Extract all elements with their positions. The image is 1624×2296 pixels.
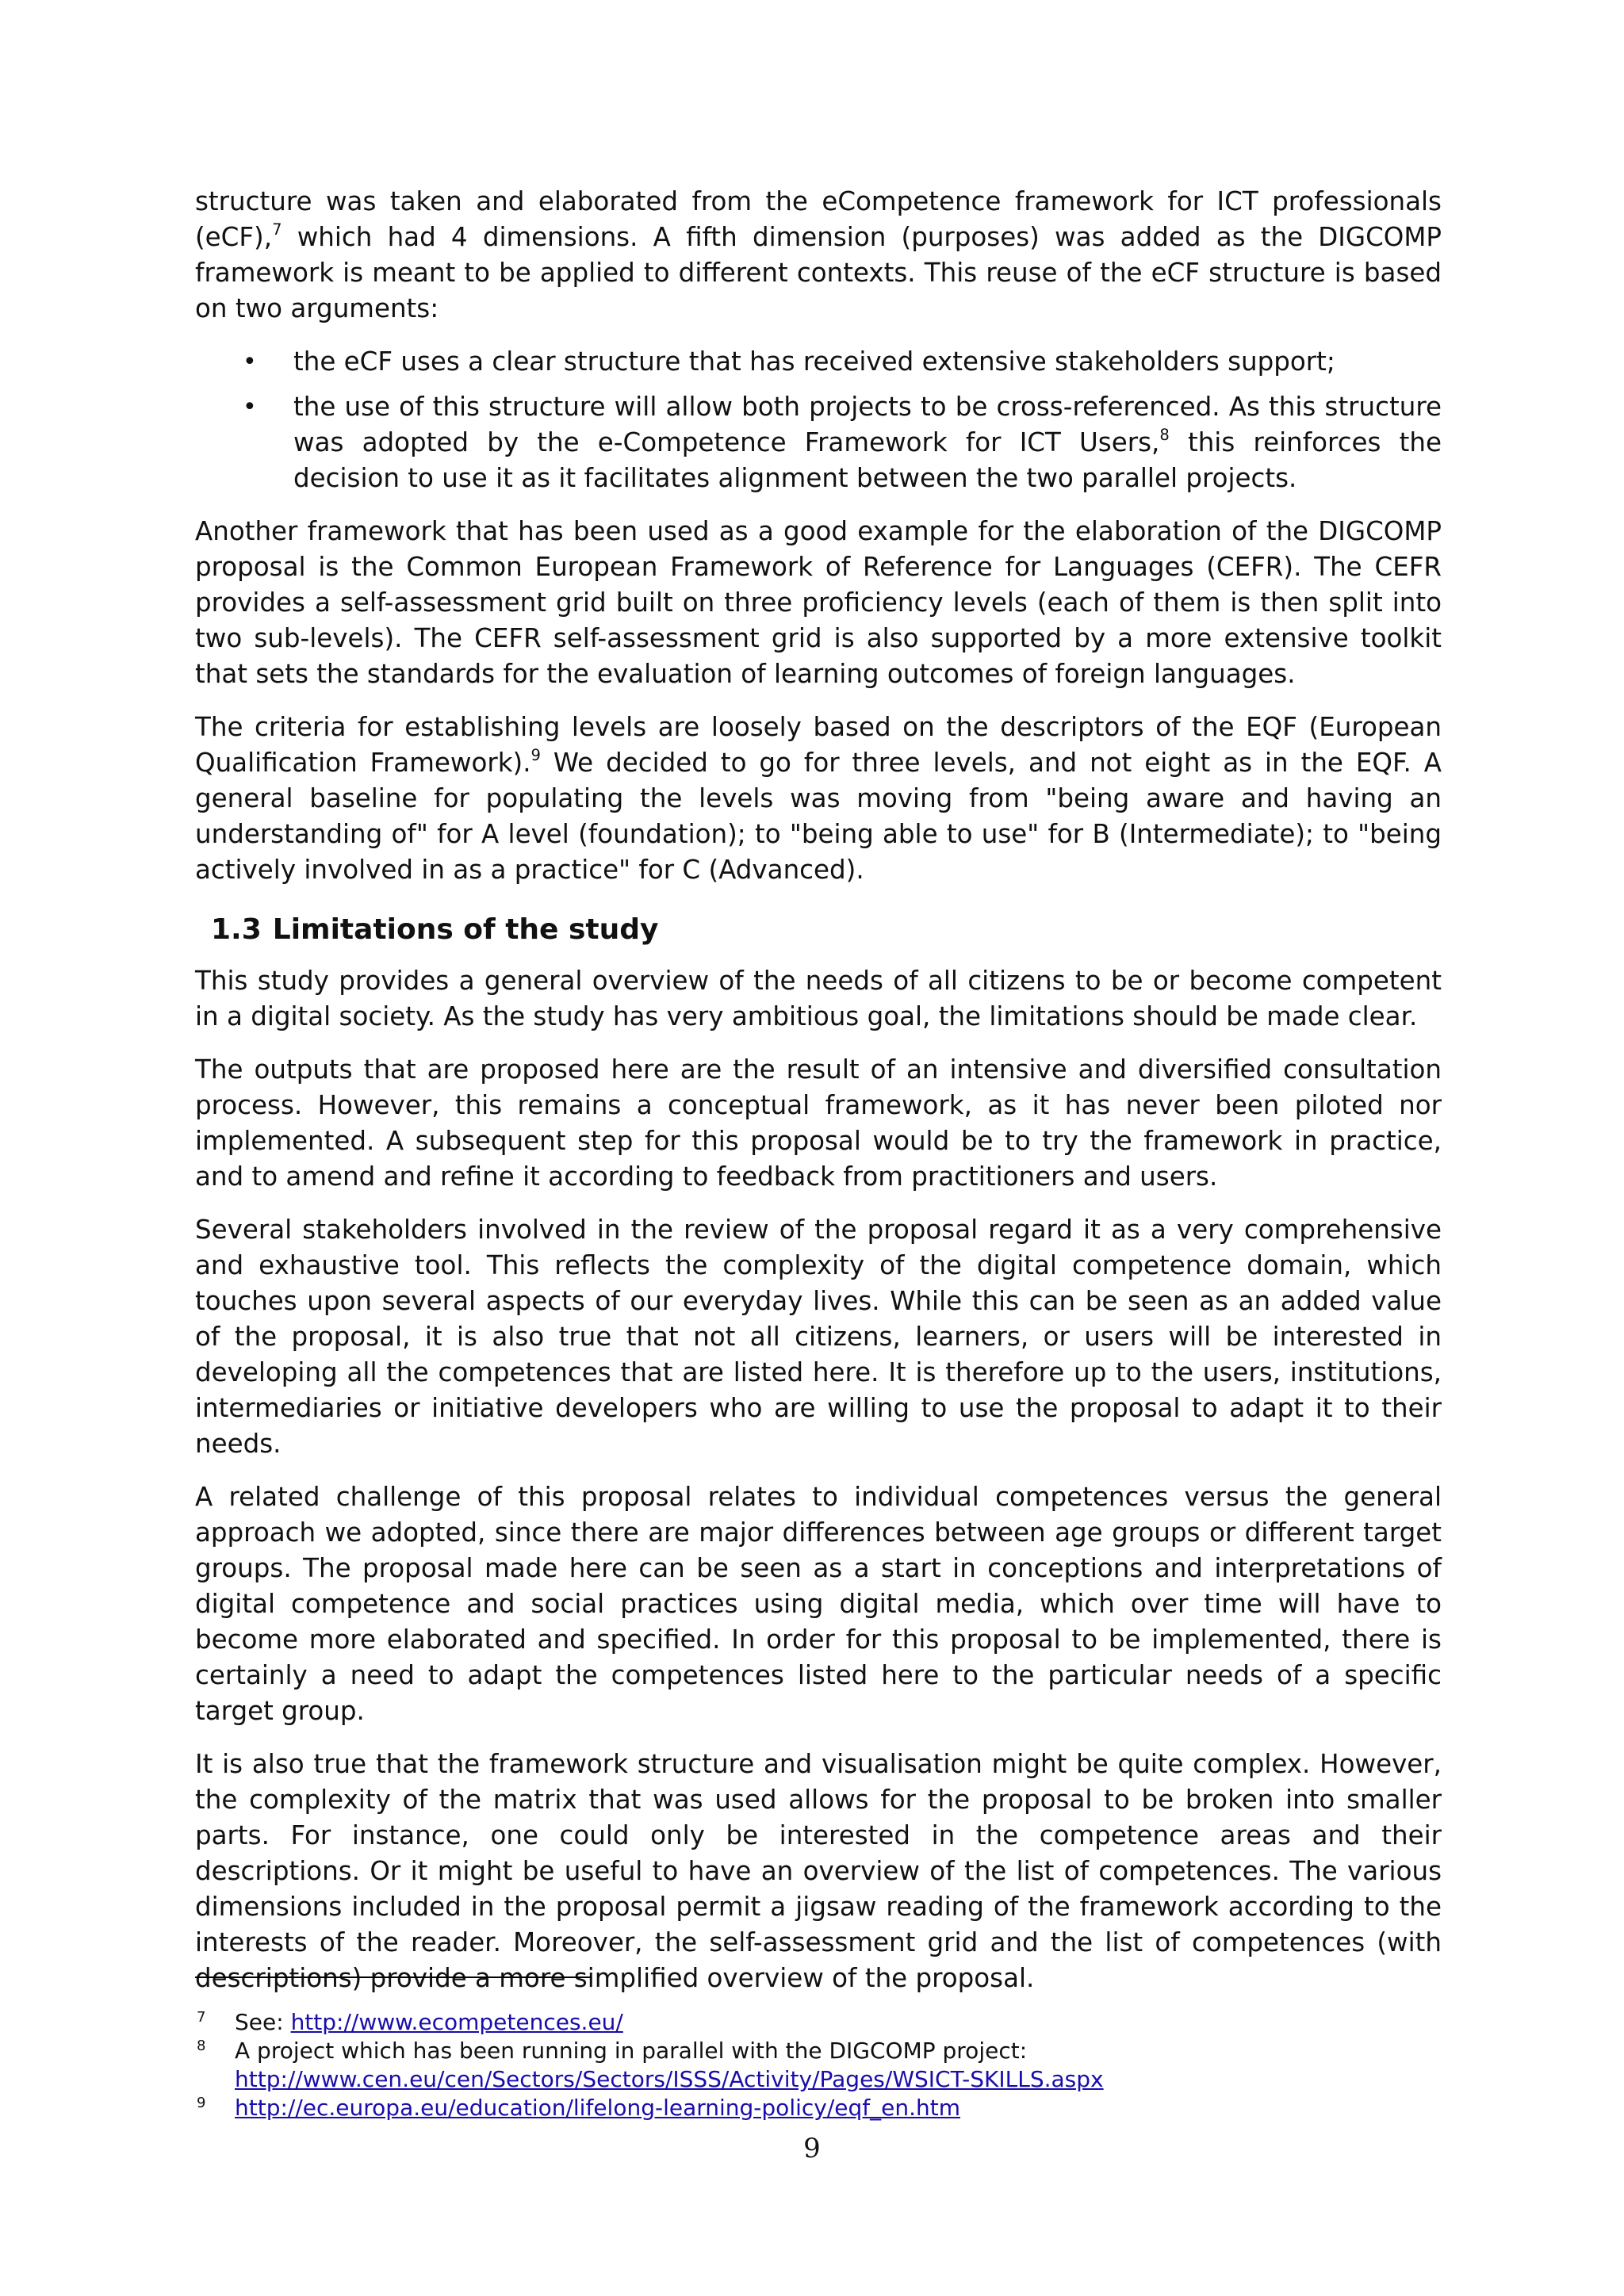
paragraph-stakeholders: Several stakeholders involved in the review of the proposal regard it as a very comprehensive and exhaustive tool. This reflects the complexity of the digital competence domain, which touches upon several aspects of our everyday lives. While this can be seen as an added value of the proposal, it is also true that not all citizens, learners, or users will be interested in developing all the competences that are listed here. It is therefore up to the users, institutions, intermediaries or initiative developers who are willing to use the proposal to adapt it to their needs. xyxy=(195,1215,1442,1459)
list-item xyxy=(243,344,1442,380)
footnote-divider xyxy=(195,1976,592,1978)
bullet-list xyxy=(195,344,1442,496)
paragraph-text: structure was taken and elaborated from the eCompetence framework for ICT professionals (eCF), xyxy=(195,186,1442,252)
paragraph-text: The criteria for establishing levels are loosely based on the descriptors of the EQF (European Qualification Framework). xyxy=(195,712,1442,778)
page-body xyxy=(195,184,1442,2014)
bullet-icon: • xyxy=(243,348,257,376)
footnote-text: A project which has been running in parallel with the DIGCOMP project: xyxy=(235,2038,1028,2064)
footnote-8 xyxy=(195,2037,1442,2094)
paragraph-eqf-levels xyxy=(195,710,1442,888)
paragraph-complexity: It is also true that the framework structure and visualisation might be quite complex. However, the complexity of the matrix that was used allows for the proposal to be broken into smaller parts. For instance, one could only be interested in the competence areas and their descriptions. Or it might be useful to have an overview of the list of competences. The various dimensions included in the proposal permit a jigsaw reading of the framework according to the interests of the reader. Moreover, the self-assessment grid and the list of competences (with descriptions) provide a more simplified overview of the proposal. xyxy=(195,1749,1442,1993)
paragraph-outputs: The outputs that are proposed here are the result of an intensive and diversified consultation process. However, this remains a conceptual framework, as it has never been piloted nor implemented. A subsequent step for this proposal would be to try the framework in practice, and to amend and refine it according to feedback from practitioners and users. xyxy=(195,1054,1442,1192)
footnote-link[interactable]: http://www.cen.eu/cen/Sectors/Sectors/ISSS/Activity/Pages/WSICT-SKILLS.aspx xyxy=(235,2066,1104,2092)
footnotes xyxy=(195,2008,1442,2122)
paragraph-challenge: A related challenge of this proposal relates to individual competences versus the general approach we adopted, since there are major differences between age groups or different target groups. The proposal made here can be seen as a start in conceptions and interpretations of digital competence and social practices using digital media, which over time will have to become more elaborated and specified. In order for this proposal to be implemented, there is certainly a need to adapt the competences listed here to the particular needs of a specific target group. xyxy=(195,1482,1442,1726)
list-item-text: this reinforces the decision to use it as it facilitates alignment between the two parallel projects. xyxy=(293,427,1442,493)
footnote-ref-8[interactable]: 8 xyxy=(1159,426,1170,445)
paragraph-text: which had 4 dimensions. A fifth dimension (purposes) was added as the DIGCOMP framework is meant to be applied to different contexts. This reuse of the eCF structure is based on two arguments: xyxy=(195,222,1442,323)
footnote-mark: 8 xyxy=(197,2038,206,2054)
footnote-mark: 7 xyxy=(197,2009,206,2026)
footnote-mark: 9 xyxy=(197,2095,206,2111)
footnote-7 xyxy=(195,2008,1442,2037)
list-item-text: the eCF uses a clear structure that has received extensive stakeholders support; xyxy=(293,346,1335,377)
footnote-link[interactable]: http://www.ecompetences.eu/ xyxy=(290,2009,623,2035)
paragraph-cefr: Another framework that has been used as a good example for the elaboration of the DIGCOMP proposal is the Common European Framework of Reference for Languages (CEFR). The CEFR provides a self-assessment grid built on three proficiency levels (each of them is then split into two sub-levels). The CEFR self-assessment grid is also supported by a more extensive toolkit that sets the standards for the evaluation of learning outcomes of foreign languages. xyxy=(195,516,1442,689)
section-heading xyxy=(211,912,1442,947)
paragraph-ecf-structure xyxy=(195,184,1442,327)
footnote-link[interactable]: http://ec.europa.eu/education/lifelong-learning-policy/eqf_en.htm xyxy=(235,2095,961,2121)
section-number: 1.3 xyxy=(211,913,262,946)
footnote-ref-9[interactable]: 9 xyxy=(530,746,541,765)
footnote-9 xyxy=(195,2094,1442,2122)
page-number: 9 xyxy=(803,2133,821,2164)
bullet-icon: • xyxy=(243,393,257,421)
list-item-text: the use of this structure will allow both projects to be cross-referenced. As this structure was adopted by the e-Competence Framework for ICT Users, xyxy=(293,392,1442,457)
section-title: Limitations of the study xyxy=(272,913,659,946)
footnote-text: See: xyxy=(235,2009,291,2035)
paragraph-text: We decided to go for three levels, and not eight as in the EQF. A general baseline for populating the levels was moving from "being aware and having an understanding of" for A level (foundation); to "being able to use" for B (Intermediate); to "being actively involved in as a practice" for C (Advanced). xyxy=(195,748,1442,885)
list-item xyxy=(243,389,1442,496)
footnote-ref-7[interactable]: 7 xyxy=(272,220,282,239)
paragraph-overview: This study provides a general overview of the needs of all citizens to be or become competent in a digital society. As the study has very ambitious goal, the limitations should be made clear. xyxy=(195,966,1442,1031)
